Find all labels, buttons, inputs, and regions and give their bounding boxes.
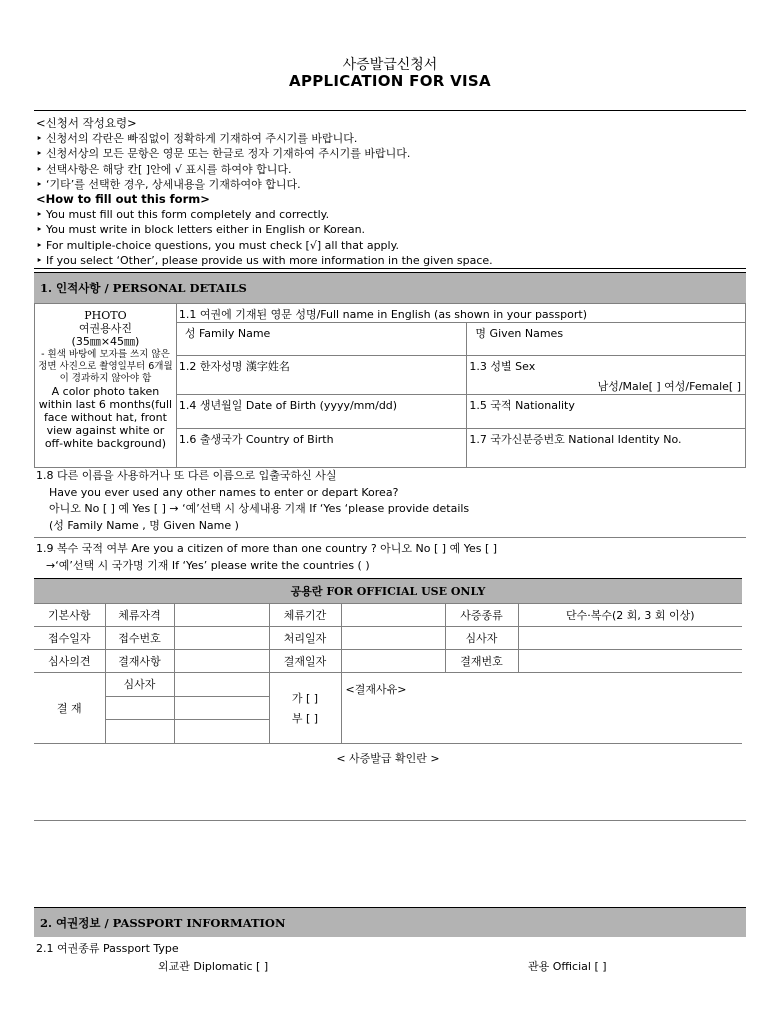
photo-box[interactable] <box>35 304 177 468</box>
q1-9 <box>36 540 746 574</box>
cell-receipt-no: 접수번호 <box>105 627 174 650</box>
form-title-english: APPLICATION FOR VISA <box>289 72 491 90</box>
cell-visa-type: 사증종류 <box>445 604 518 627</box>
q1-8 <box>36 468 746 534</box>
photo-note-en: A color photo taken within last 6 months(full face without hat, front view against white or off-white background) <box>38 384 173 451</box>
cell-approval-examiner-value[interactable] <box>174 673 269 697</box>
q1-8-options[interactable]: 아니오 No [ ] 예 Yes [ ] → ‘예’선택 시 상세내용 기재 If ‘Yes ‘please provide details <box>49 502 470 515</box>
instructions <box>36 116 746 268</box>
cell-examiner: 심사자 <box>445 627 518 650</box>
q1-8-names[interactable]: (성 Family Name , 명 Given Name ) <box>49 518 239 532</box>
instructions-heading-en: <How to fill out this form> <box>36 192 210 207</box>
cell-blank[interactable] <box>105 720 174 744</box>
country-of-birth-field[interactable]: 1.6 출생국가 Country of Birth <box>176 429 467 468</box>
photo-note-ko: - 흰색 바탕에 모자를 쓰지 않은 정면 사진으로 촬영일부터 6개월이 경과하지 않아야 함 <box>38 348 173 384</box>
given-names-field[interactable]: 명 Given Names <box>467 323 746 356</box>
section-number: 2. <box>40 915 53 930</box>
cell-review-opinion: 심사의견 <box>34 650 105 673</box>
instructions-heading-ko: <신청서 작성요령> <box>36 116 137 130</box>
cell-status: 체류자격 <box>105 604 174 627</box>
sex-field[interactable] <box>467 356 746 395</box>
cell-approval-date-value[interactable] <box>341 650 445 673</box>
date-of-birth-field[interactable]: 1.4 생년월일 Date of Birth (yyyy/mm/dd) <box>176 395 467 429</box>
official-use-header: 공용란 FOR OFFICIAL USE ONLY <box>34 579 742 604</box>
divider <box>34 537 746 538</box>
q1-9-question[interactable]: 1.9 복수 국적 여부 Are you a citizen of more than one country ? 아니오 No [ ] 예 Yes [ ] <box>36 542 498 555</box>
section-title: 인적사항 / PERSONAL DETAILS <box>56 281 247 295</box>
national-id-field[interactable]: 1.7 국가신분증번호 National Identity No. <box>467 429 746 468</box>
official-use-table <box>34 578 742 744</box>
section-number: 1. <box>40 281 53 295</box>
cell-blank[interactable] <box>174 720 269 744</box>
personal-details-table <box>34 303 746 468</box>
q1-1-label: 1.1 여권에 기재된 영문 성명/Full name in English (as shown in your passport) <box>176 304 745 323</box>
photo-size: (35㎜×45㎜) <box>71 335 140 349</box>
cell-approval-no: 결재번호 <box>445 650 518 673</box>
chinese-name-field[interactable]: 1.2 한자성명 漢字姓名 <box>176 356 467 395</box>
instruction-en-1: ‣ You must fill out this form completely and correctly. <box>36 208 330 222</box>
cell-visa-type-value: 단수·복수(2 회, 3 회 이상) <box>518 604 742 627</box>
section-title: 여권정보 / PASSPORT INFORMATION <box>56 915 286 930</box>
family-name-field[interactable]: 성 Family Name <box>176 323 467 356</box>
divider <box>34 268 746 269</box>
divider <box>34 820 746 821</box>
instruction-ko-2: ‣ 신청서상의 모든 문항은 영문 또는 한글로 정자 기재하여 주시기를 바랍니다. <box>36 147 411 161</box>
instruction-ko-4: ‣ ‘기타’를 선택한 경우, 상세내용을 기재하여야 합니다. <box>36 177 301 191</box>
nationality-field[interactable]: 1.5 국적 Nationality <box>467 395 746 429</box>
cell-examiner-value[interactable] <box>518 627 742 650</box>
cell-basic-info: 기본사항 <box>34 604 105 627</box>
q1-8-ko: 1.8 다른 이름을 사용하거나 또 다른 이름으로 입출국하신 사실 <box>36 469 337 482</box>
q1-8-en: Have you ever used any other names to enter or depart Korea? <box>49 485 399 499</box>
cell-process-date-value[interactable] <box>341 627 445 650</box>
cell-approval-item: 결재사항 <box>105 650 174 673</box>
passport-diplomatic-checkbox[interactable]: 외교관 Diplomatic [ ] <box>158 960 269 973</box>
cell-period: 체류기간 <box>269 604 341 627</box>
cell-period-value[interactable] <box>341 604 445 627</box>
cell-receipt-no-value[interactable] <box>174 627 269 650</box>
sex-label: 1.3 성별 Sex <box>469 360 536 373</box>
photo-label: PHOTO <box>84 309 127 322</box>
approval-reason-label: <결재사유> <box>345 683 407 696</box>
cell-status-value[interactable] <box>174 604 269 627</box>
instruction-ko-3: ‣ 선택사항은 해당 칸[ ]안에 √ 표시를 하여야 합니다. <box>36 162 292 176</box>
section-1-header <box>34 272 746 303</box>
q1-9-detail[interactable]: →‘예’선택 시 국가명 기재 If ‘Yes’ please write the countries ( ) <box>46 559 370 572</box>
approve-no-checkbox[interactable]: 부 [ ] <box>291 712 319 725</box>
instruction-en-2: ‣ You must write in block letters either in English or Korean. <box>36 223 366 237</box>
visa-issuance-check-label: < 사증발급 확인란 > <box>336 752 440 765</box>
instruction-en-4: ‣ If you select ‘Other’, please provide us with more information in the given space. <box>36 253 493 267</box>
cell-blank[interactable] <box>105 696 174 720</box>
cell-process-date: 처리일자 <box>269 627 341 650</box>
cell-blank[interactable] <box>174 696 269 720</box>
divider <box>34 110 746 111</box>
cell-approval-reason[interactable] <box>341 673 742 744</box>
approve-yes-checkbox[interactable]: 가 [ ] <box>291 692 319 705</box>
cell-receipt-date: 접수일자 <box>34 627 105 650</box>
cell-approve-options[interactable] <box>269 673 341 744</box>
cell-approval-date: 결재일자 <box>269 650 341 673</box>
instruction-en-3: ‣ For multiple-choice questions, you must check [√] all that apply. <box>36 238 400 252</box>
cell-approval-examiner: 심사자 <box>105 673 174 697</box>
instruction-ko-1: ‣ 신청서의 각란은 빠짐없이 정확하게 기재하여 주시기를 바랍니다. <box>36 132 358 146</box>
cell-approval: 결 재 <box>34 673 105 744</box>
photo-label-ko: 여권용사진 <box>78 322 132 336</box>
q2-1-label: 2.1 여권종류 Passport Type <box>36 942 179 955</box>
cell-approval-item-value[interactable] <box>174 650 269 673</box>
section-2-header <box>34 907 746 937</box>
passport-official-checkbox[interactable]: 관용 Official [ ] <box>528 960 607 973</box>
cell-approval-no-value[interactable] <box>518 650 742 673</box>
sex-checkboxes[interactable]: 남성/Male[ ] 여성/Female[ ] <box>597 380 741 393</box>
form-title-korean: 사증발급신청서 <box>342 57 438 73</box>
